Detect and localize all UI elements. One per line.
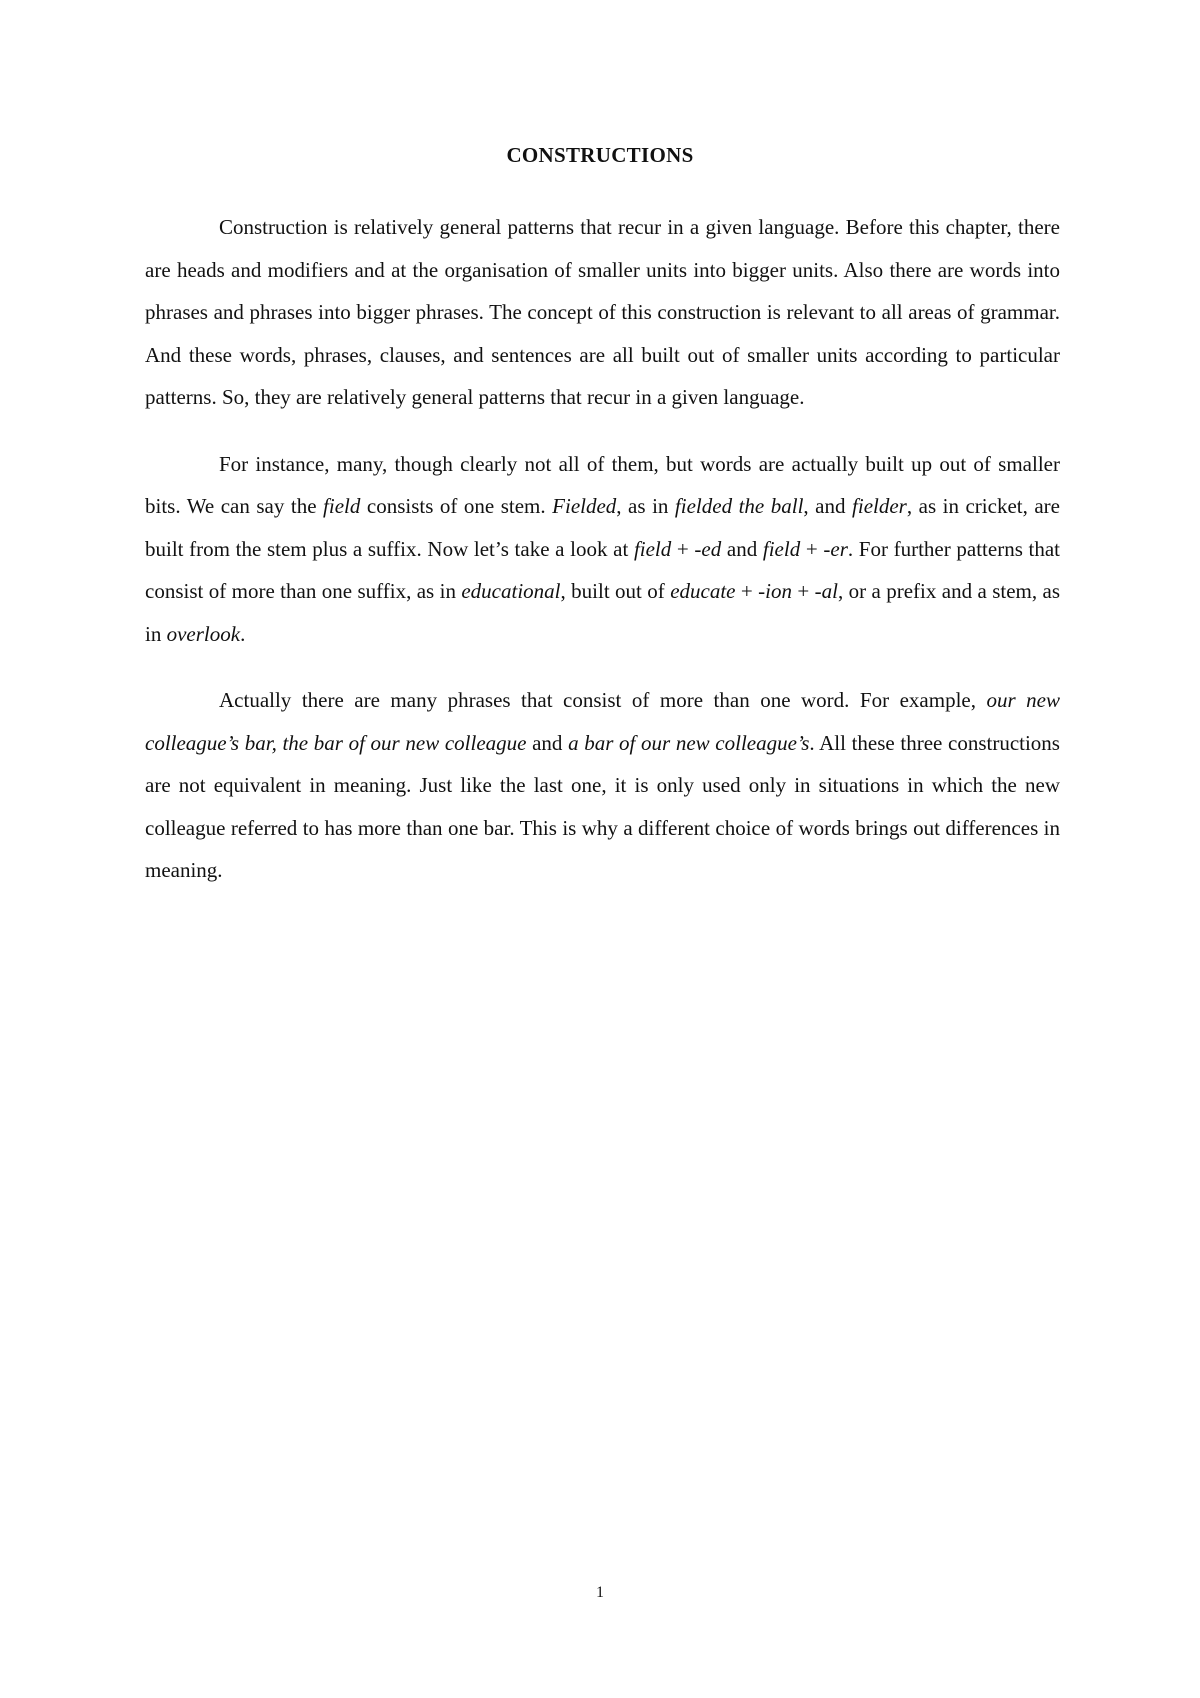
- italic-text-run: fielded the ball: [674, 494, 804, 518]
- text-run: . For further patterns that consist of more than one suffix, as in: [145, 536, 1061, 603]
- text-run: consists of one stem.: [360, 494, 553, 518]
- text-run: Actually there are many phrases that consist of more than one word. For example,: [219, 688, 987, 712]
- text-run: , as in cricket, are built from the stem plus a suffix. Now let’s take a look at: [145, 494, 1060, 561]
- italic-text-run: field: [633, 536, 672, 561]
- italic-text-run: fielder: [852, 494, 907, 518]
- text-run: , and: [803, 494, 853, 518]
- italic-text-run: -al: [814, 579, 838, 603]
- paragraph-1: [145, 206, 1060, 419]
- page-title: CONSTRUCTIONS: [506, 143, 694, 167]
- body-text: [145, 206, 1060, 916]
- text-run: and: [721, 536, 763, 561]
- italic-text-run: a bar of our new colleague’s: [568, 730, 810, 755]
- italic-text-run: educate: [670, 579, 736, 603]
- text-run: +: [735, 579, 759, 603]
- italic-text-run: -ion: [758, 579, 792, 603]
- italic-text-run: -er: [823, 536, 848, 561]
- italic-text-run: field: [323, 494, 361, 518]
- text-run: , built out of: [560, 579, 671, 603]
- italic-text-run: overlook: [166, 621, 241, 646]
- text-run: .: [240, 621, 246, 646]
- text-run: Construction is relatively general patterns that recur in a given language. Before this chapter, there are heads and modifiers and at the organisation of smaller units into bigger units. Also there are words into phrases and phrases into bigger phrases. The concept of this construction is relevant to all areas of grammar. And these words, phrases, clauses, and sentences are all built out of smaller units according to particular patterns. So, they are relatively general patterns that recur in a given language.: [145, 215, 1060, 409]
- text-run: , or a prefix and a stem, as in: [145, 579, 1061, 646]
- text-run: For instance, many, though clearly not all of them, but words are actually built up out of smaller bits. We can say the: [145, 451, 1060, 518]
- paragraph-3: [145, 679, 1060, 892]
- text-run: , as in: [616, 494, 675, 518]
- italic-text-run: our new colleague’s bar, the bar of our new colleague: [145, 688, 1060, 755]
- text-run: +: [671, 536, 695, 561]
- italic-text-run: Fielded: [552, 494, 617, 518]
- text-run: and: [526, 730, 569, 755]
- italic-text-run: educational: [461, 579, 561, 603]
- italic-text-run: field: [762, 536, 801, 561]
- page-number: 1: [596, 1584, 604, 1601]
- text-run: . All these three constructions are not equivalent in meaning. Just like the last one, it is only used only in situations in which the new colleague referred to has more than one bar. This is why a different choice of words brings out differences in meaning.: [145, 730, 1060, 882]
- paragraph-2: [145, 443, 1060, 656]
- italic-text-run: -ed: [694, 536, 722, 561]
- text-run: +: [791, 579, 815, 603]
- text-run: +: [800, 536, 824, 561]
